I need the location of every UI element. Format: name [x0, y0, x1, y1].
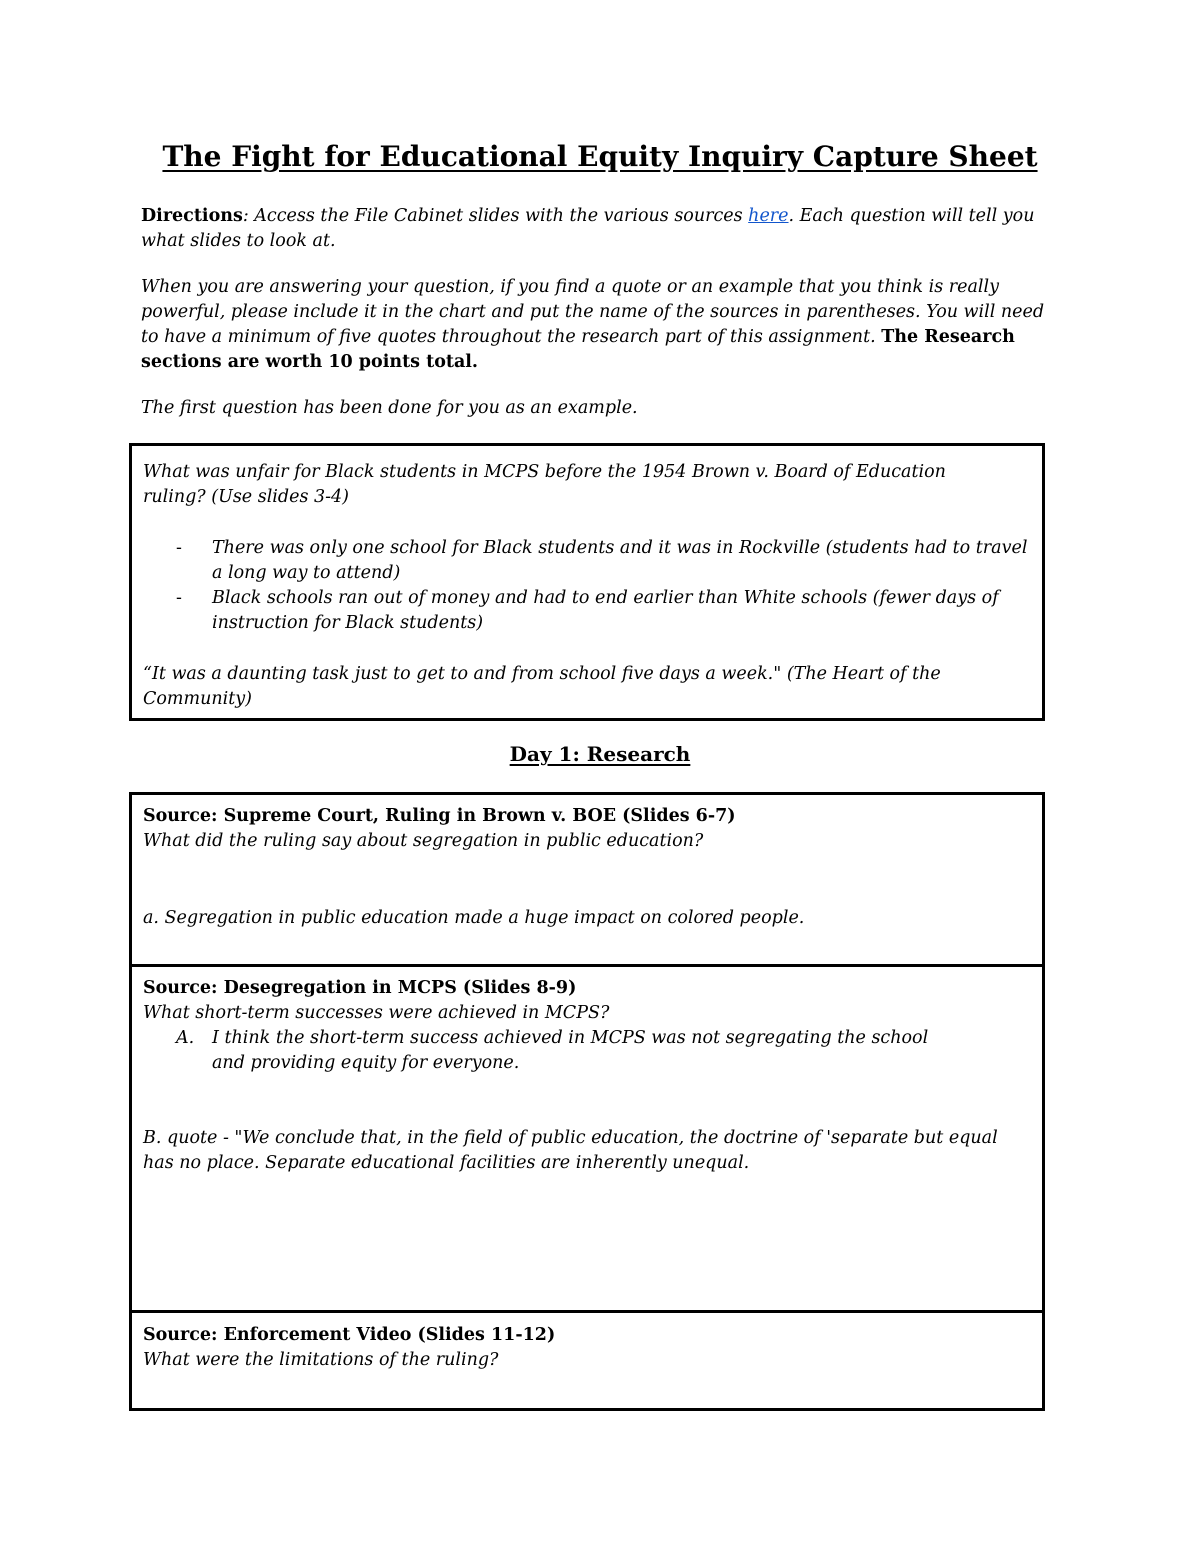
example-bullet-text: Black schools ran out of money and had to end earlier than White schools (fewer days of instruction for Black students): [212, 588, 999, 633]
example-bullet-item: [143, 536, 1038, 586]
instructions-paragraph: [141, 275, 1061, 375]
points-note: The Research sections are worth 10 points total.: [141, 327, 1015, 372]
source-question: What did the ruling say about segregation in public education?: [143, 831, 704, 851]
example-bullet-item: [143, 586, 1038, 636]
source-label: Source: Enforcement Video (Slides 11-12): [143, 1325, 556, 1345]
source-answer-item: [143, 1026, 1032, 1076]
source-cell-brown-ruling: [129, 795, 1045, 965]
source-answer: I think the short-term success achieved in MCPS was not segregating the school and providing equity for everyone.: [212, 1028, 929, 1073]
source-cell-enforcement: [129, 1313, 1045, 1408]
bullet-marker: -: [176, 588, 182, 608]
source-question: What short-term successes were achieved in MCPS?: [143, 1003, 610, 1023]
sources-link[interactable]: here: [748, 206, 789, 226]
source-cell-content: [143, 976, 1032, 1076]
source-label: Source: Supreme Court, Ruling in Brown v. BOE (Slides 6-7): [143, 806, 736, 826]
directions-label: Directions: [141, 206, 243, 226]
page-title: The Fight for Educational Equity Inquiry Capture Sheet: [162, 140, 1038, 173]
answer-marker: A.: [176, 1028, 195, 1048]
example-box: [129, 443, 1045, 721]
directions-colon: :: [242, 206, 249, 226]
source-quote: B. quote - "We conclude that, in the field of public education, the doctrine of 'separate but equal has no place. Separate educational facilities are inherently unequal.: [143, 1128, 998, 1173]
directions-text-after: . Each question will tell you what slides to look at.: [141, 206, 1035, 251]
example-quote: “It was a daunting task just to get to and from school five days a week." (The Heart of the Community): [143, 664, 941, 709]
source-label: Source: Desegregation in MCPS (Slides 8-9): [143, 978, 577, 998]
example-bullet-list: [143, 536, 1038, 636]
directions-text: Access the File Cabinet slides with the various sources: [248, 206, 749, 226]
example-note: The first question has been done for you as an example.: [141, 398, 638, 418]
source-question: What were the limitations of the ruling?: [143, 1350, 499, 1370]
source-cell-desegregation: [129, 967, 1045, 1310]
day1-heading: Day 1: Research: [509, 742, 691, 766]
bullet-marker: -: [176, 538, 182, 558]
instructions-text: When you are answering your question, if you find a quote or an example that you think is really powerful, please include it in the chart and put the name of the sources in parentheses. You will need to have a minimum of five quotes throughout the research part of this assignment.: [141, 277, 1045, 347]
source-cell-content: [143, 804, 1032, 854]
directions-paragraph: [141, 204, 1061, 254]
table-bottom-border: [129, 1408, 1045, 1411]
example-bullet-text: There was only one school for Black students and it was in Rockville (students had to travel a long way to attend): [212, 538, 1028, 583]
source-cell-content: [143, 1323, 1032, 1373]
source-answer: a. Segregation in public education made a huge impact on colored people.: [143, 908, 805, 928]
example-question: What was unfair for Black students in MCPS before the 1954 Brown v. Board of Education ruling? (Use slides 3-4): [143, 462, 946, 507]
